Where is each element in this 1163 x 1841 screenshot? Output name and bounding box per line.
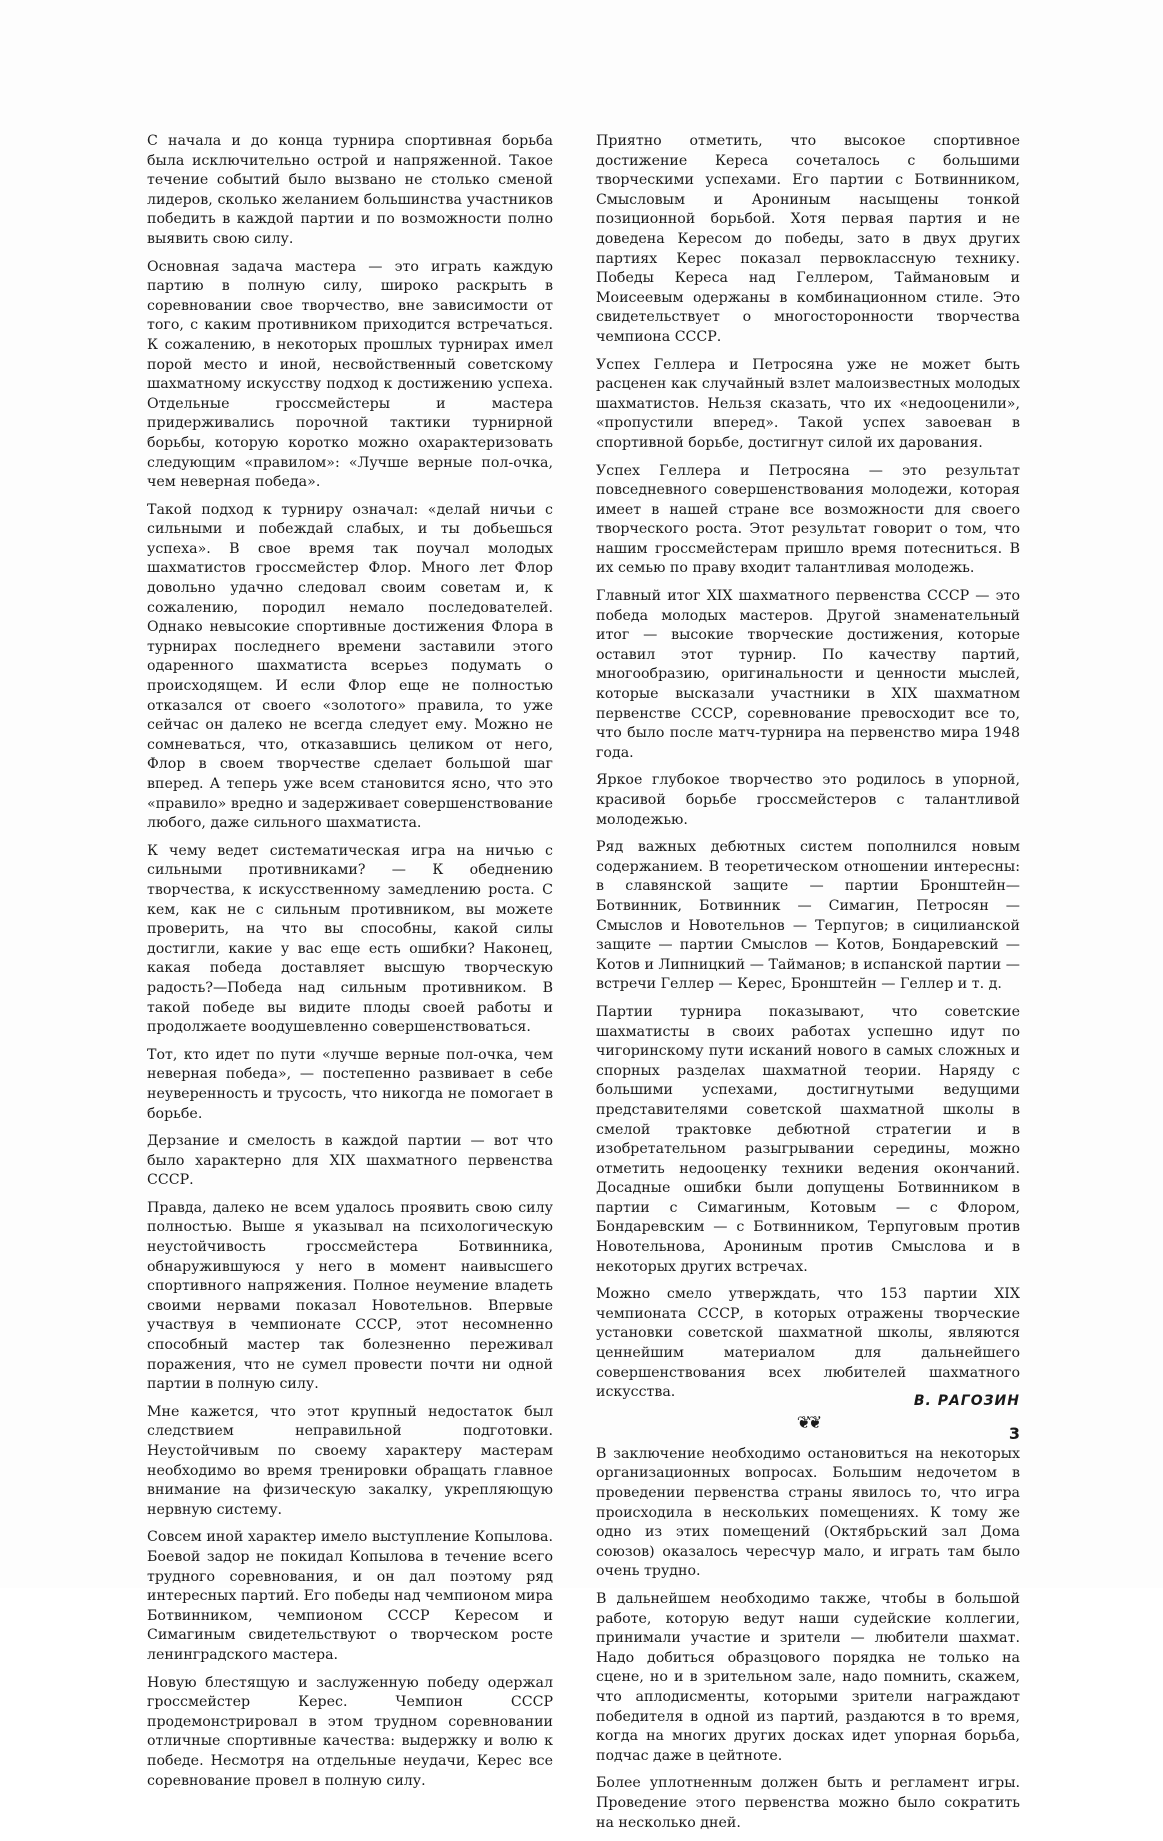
paragraph: В заключение необходимо остановиться на некоторых организационных вопросах. Большим недочетом в проведении первенства страны явилось то, что игра происходила в нескольких помещениях. К тому же одно из этих помещений (Октябрьский зал Дома союзов) оказалось чересчур мало, и играть там было очень трудно. [596, 1445, 1020, 1580]
author-signature: В. РАГОЗИН [913, 1393, 1020, 1409]
paragraph: Партии турнира показывают, что советские шахматисты в своих работах успешно идут по чигоринскому пути исканий нового в самых сложных и спорных разделах шахматной теории. Наряду с большими успехами, достигнутыми ведущими представителями советской шахматной школы в смелой трактовке дебютной стратегии и в изобретательном разыгрывании середины, можно отметить недооценку техники ведения окончаний. Досадные ошибки были допущены Ботвинником в партии с Симагиным, Котовым — с Флором, Бондаревским — с Ботвинником, Терпуговым против Новотельнова, Арониным против Смыслова и в некоторых других встречах. [596, 1003, 1020, 1275]
left-column [147, 132, 553, 1799]
paragraph: Главный итог XIX шахматного первенства СССР — это победа молодых мастеров. Другой знаменательный итог — высокие творческие достижения, которые оставил этот турнир. По качеству партий, многообразию, оригинальности и ценности мыслей, которые высказали участники в XIX шахматном первенстве СССР, соревнование превосходит все то, что было после матч-турнира на первенство мира 1948 года. [596, 588, 1020, 761]
paragraph: Совсем иной характер имело выступление Копылова. Боевой задор не покидал Копылова в течение всего трудного соревнования, и он дал поэтому ряд интересных партий. Его победы над чемпионом мира Ботвинником, чемпионом СССР Кересом и Симагиным свидетельствуют о творческом росте ленинградского мастера. [147, 1529, 553, 1663]
paragraph: Можно смело утверждать, что 153 партии XIX чемпионата СССР, в которых отражены творческие установки советской шахматной школы, являются ценнейшим материалом для дальнейшего совершенствования всех любителей шахматного искусства. [596, 1286, 1020, 1401]
paragraph: Правда, далеко не всем удалось проявить свою силу полностью. Выше я указывал на психологическую неустойчивость гроссмейстера Ботвинника, обнаружившуюся у него в момент наивысшего спортивного напряжения. Полное неумение владеть своими нервами показал Новотельнов. Впервые участвуя в чемпионате СССР, этот несомненно способный мастер так болезненно переживал поражения, что не сумел провести почти ни одной партии в полную силу. [147, 1199, 553, 1393]
section-divider-ornament: ❦❦ [796, 1412, 820, 1433]
paragraph: Яркое глубокое творчество это родилось в упорной, красивой борьбе гроссмейстеров с талантливой молодежью. [596, 772, 1020, 828]
paragraph: Ряд важных дебютных систем пополнился новым содержанием. В теоретическом отношении интересны: в славянской защите — партии Бронштейн—Ботвинник, Ботвинник — Симагин, Петросян — Смыслов и Новотельнов — Терпугов; в сицилианской защите — партии Смыслов — Котов, Бондаревский — Котов и Липницкий — Тайманов; в испанской партии — встречи Геллер — Керес, Бронштейн — Геллер и т. д. [596, 839, 1020, 993]
paragraph: Тот, кто идет по пути «лучше верные пол-очка, чем неверная победа», — постепенно развивает в себе неуверенность и трусость, что никогда не помогает в борьбе. [147, 1046, 553, 1122]
paragraph: Более уплотненным должен быть и регламент игры. Проведение этого первенства можно было сократить на несколько дней. [596, 1775, 1020, 1831]
paragraph: Успех Геллера и Петросяна — это результат повседневного совершенствования молодежи, которая имеет в нашей стране все возможности для своего творческого роста. Этот результат говорит о том, что нашим гроссмейстерам пришло время потесниться. В их семью по праву входит талантливая молодежь. [596, 462, 1020, 577]
paragraph: В дальнейшем необходимо также, чтобы в большой работе, которую ведут наши судейские коллегии, принимали участие и зрители — любители шахмат. Надо добиться образцового порядка не только на сцене, но и в зрительном зале, надо помнить, скажем, что аплодисменты, которыми зрители награждают победителя в одной из партий, раздаются в то время, когда на многих других досках идет упорная борьба, подчас даже в цейтноте. [596, 1590, 1020, 1764]
paragraph: К чему ведет систематическая игра на ничью с сильными противниками? — К обеднению творчества, к искусственному замедлению роста. С кем, как не с сильным противником, вы можете проверить, на что вы способны, какой силы достигли, какие у вас еще есть ошибки? Наконец, какая победа доставляет высшую творческую радость?—Победа над сильным противником. В такой победе вы видите плоды своей работы и продолжаете воодушевленно совершенствоваться. [147, 842, 553, 1036]
paragraph: Основная задача мастера — это играть каждую партию в полную силу, широко раскрыть в соревновании свое творчество, вне зависимости от того, с каким противником приходится встречаться. К сожалению, в некоторых прошлых турнирах имел порой место и иной, несвойственный советскому шахматному искусству подход к достижению успеха. Отдельные гроссмейстеры и мастера придерживались порочной тактики турнирной борьбы, которую коротко можно охарактеризовать следующим «правилом»: «Лучше верные пол-очка, чем неверная победа». [147, 258, 553, 491]
paragraph: Такой подход к турниру означал: «делай ничьи с сильными и побеждай слабых, и ты добьешься успеха». В свое время так поучал молодых шахматистов гроссмейстер Флор. Много лет Флор довольно удачно следовал своим советам и, к сожалению, породил немало последователей. Однако невысокие спортивные достижения Флора в турнирах последнего времени заставили этого одаренного шахматиста всерьез подумать о происходящем. И если Флор еще не полностью отказался от своего «золотого» правила, то уже сейчас он далеко не всегда следует ему. Можно не сомневаться, что, отказавшись целиком от него, Флор в своем творчестве сделает большой шаг вперед. А теперь уже всем становится ясно, что это «правило» вредно и задерживает совершенствование любого, даже сильного шахматиста. [147, 501, 553, 832]
right-column [596, 132, 1020, 1841]
page-number: 3 [1008, 1424, 1020, 1443]
paragraph: Дерзание и смелость в каждой партии — вот что было характерно для XIX шахматного первенства СССР. [147, 1133, 553, 1189]
paragraph: Новую блестящую и заслуженную победу одержал гроссмейстер Керес. Чемпион СССР продемонстрировал в этом трудном соревновании отличные спортивные качества: выдержку и волю к победе. Несмотря на отдельные неудачи, Керес все соревнование провел в полную силу. [147, 1674, 553, 1789]
paragraph: Мне кажется, что этот крупный недостаток был следствием неправильной подготовки. Неустойчивым по своему характеру мастерам необходимо во время тренировки обращать главное внимание на физическую закалку, укрепляющую нервную систему. [147, 1403, 553, 1518]
paragraph: С начала и до конца турнира спортивная борьба была исключительно острой и напряженной. Такое течение событий было вызвано не столько сменой лидеров, сколько желанием большинства участников победить в каждой партии и по возможности полно выявить свою силу. [147, 133, 553, 247]
paragraph: Успех Геллера и Петросяна уже не может быть расценен как случайный взлет малоизвестных молодых шахматистов. Нельзя сказать, что их «недооценили», «пропустили вперед». Такой успех завоеван в спортивной борьбе, достигнут силой их дарования. [596, 356, 1020, 451]
paragraph: Приятно отметить, что высокое спортивное достижение Кереса сочеталось с большими творческими успехами. Его партии с Ботвинником, Смысловым и Арониным насыщены тонкой позиционной борьбой. Хотя первая партия и не доведена Кересом до победы, зато в двух других партиях Керес показал первоклассную технику. Победы Кереса над Геллером, Таймановым и Моисеевым одержаны в комбинационном стиле. Это свидетельствует о многосторонности творчества чемпиона СССР. [596, 133, 1020, 345]
